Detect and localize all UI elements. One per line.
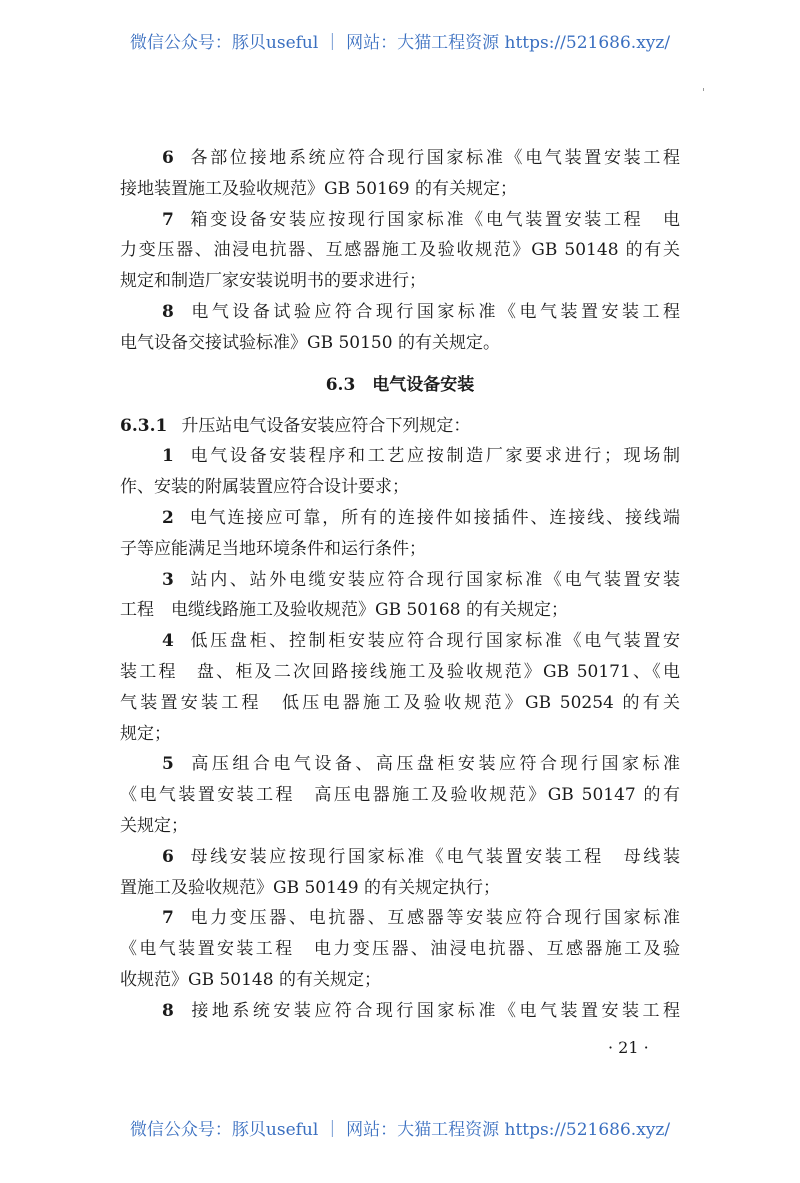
text-line: [120, 934, 680, 965]
text-line: [120, 780, 680, 811]
page-number: · 21 ·: [608, 1038, 649, 1057]
text-line: [120, 626, 680, 657]
line-text: 母线安装应按现行国家标准《电气装置安装工程 母线装: [187, 846, 680, 867]
clause-number: 8: [162, 301, 174, 322]
line-text: 电气连接应可靠，所有的连接件如接插件、连接线、接线端: [187, 507, 680, 528]
text-line: [120, 235, 680, 266]
text-line: [120, 688, 680, 719]
watermark-header: 微信公众号：豚贝useful ｜ 网站：大猫工程资源 https://521686.xyz/: [129, 33, 671, 53]
clause-number: 7: [162, 908, 174, 929]
line-text: 6.3 电气设备安装: [325, 374, 475, 395]
text-line: [120, 174, 680, 205]
clause-number: 8: [162, 1000, 174, 1021]
line-text: 装工程 盘、柜及二次回路接线施工及验收规范》GB 50171、《电: [120, 661, 680, 682]
text-line: [120, 411, 680, 442]
line-text: 站内、站外电缆安装应符合现行国家标准《电气装置安装: [187, 569, 680, 590]
text-line: [120, 996, 680, 1027]
clause-number: 6: [162, 148, 174, 168]
text-line: [120, 143, 680, 174]
line-text: 关规定；: [120, 815, 188, 836]
text-line: [120, 534, 680, 565]
text-line: [120, 811, 680, 842]
clause-number: 6.3.1: [120, 415, 168, 436]
text-line: [120, 205, 680, 236]
text-line: [120, 472, 680, 503]
text-line: [120, 903, 680, 934]
line-text: 接地装置施工及验收规范》GB 50169 的有关规定；: [120, 178, 517, 199]
scan-mark: [703, 88, 704, 91]
clause-number: 3: [162, 569, 174, 590]
line-text: 电气设备试验应符合现行国家标准《电气装置安装工程: [187, 301, 680, 322]
line-text: 电气设备安装程序和工艺应按制造厂家要求进行；现场制: [187, 446, 680, 467]
text-line: [120, 328, 680, 359]
text-line: [120, 873, 680, 904]
line-text: 高压组合电气设备、高压盘柜安装应符合现行国家标准: [187, 754, 680, 775]
line-text: 规定；: [120, 723, 171, 744]
text-line: [120, 719, 680, 750]
text-line: [120, 842, 680, 873]
line-text: 作、安装的附属装置应符合设计要求；: [120, 477, 409, 498]
text-line: [120, 595, 680, 626]
clause-number: 2: [162, 507, 174, 528]
watermark-footer: 微信公众号：豚贝useful ｜ 网站：大猫工程资源 https://521686.xyz/: [129, 1120, 671, 1140]
text-line: [120, 565, 680, 596]
line-text: 收规范》GB 50148 的有关规定；: [120, 969, 381, 990]
text-line: [120, 441, 680, 472]
line-text: 子等应能满足当地环境条件和运行条件；: [120, 538, 426, 559]
line-text: 箱变设备安装应按现行国家标准《电气装置安装工程 电: [187, 209, 680, 230]
text-line: [120, 297, 680, 328]
line-text: 《电气装置安装工程 高压电器施工及验收规范》GB 50147 的有: [120, 785, 680, 806]
line-text: 低压盘柜、控制柜安装应符合现行国家标准《电气装置安: [187, 631, 680, 652]
line-text: 各部位接地系统应符合现行国家标准《电气装置安装工程: [187, 148, 680, 168]
text-line: [120, 503, 680, 534]
line-text: 置施工及验收规范》GB 50149 的有关规定执行；: [120, 877, 500, 898]
line-text: 电气设备交接试验标准》GB 50150 的有关规定。: [120, 332, 500, 353]
line-text: 力变压器、油浸电抗器、互感器施工及验收规范》GB 50148 的有关: [120, 240, 680, 261]
line-text: 《电气装置安装工程 电力变压器、油浸电抗器、互感器施工及验: [120, 939, 680, 960]
clause-number: 7: [162, 209, 174, 230]
section-heading: [120, 359, 680, 411]
clause-number: 5: [162, 754, 174, 775]
line-text: 气装置安装工程 低压电器施工及验收规范》GB 50254 的有关: [120, 692, 680, 713]
clause-number: 4: [162, 631, 174, 652]
clause-number: 6: [162, 846, 174, 867]
line-text: 升压站电气设备安装应符合下列规定：: [181, 415, 471, 436]
document-body: [120, 143, 680, 1027]
text-line: [120, 965, 680, 996]
text-line: [120, 266, 680, 297]
line-text: 电力变压器、电抗器、互感器等安装应符合现行国家标准: [187, 908, 680, 929]
line-text: 规定和制造厂家安装说明书的要求进行；: [120, 271, 426, 292]
line-text: 接地系统安装应符合现行国家标准《电气装置安装工程: [187, 1000, 680, 1021]
text-line: [120, 749, 680, 780]
line-text: 工程 电缆线路施工及验收规范》GB 50168 的有关规定；: [120, 600, 568, 621]
clause-number: 1: [162, 446, 174, 467]
text-line: [120, 657, 680, 688]
